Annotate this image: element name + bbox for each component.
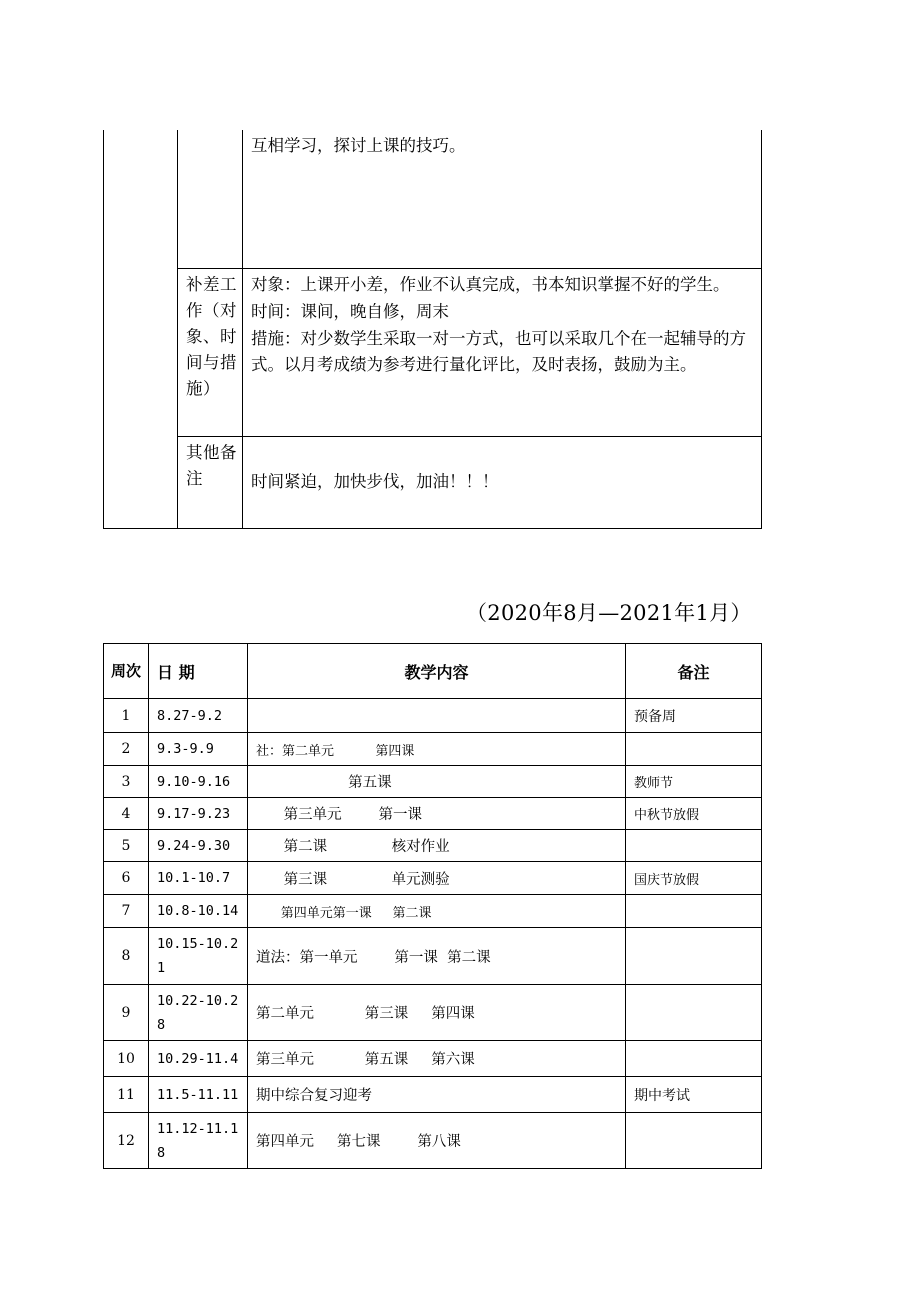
date-cell: 8.27-9.2 [149, 699, 248, 733]
remark-cell: 中秋节放假 [626, 798, 762, 830]
plan-table [103, 130, 762, 529]
week-cell: 3 [104, 766, 149, 798]
date-cell: 10.22-10.28 [149, 985, 248, 1041]
table-row [104, 699, 762, 733]
teaching-skill-text: 互相学习，探讨上课的技巧。 [251, 136, 466, 155]
date-cell: 11.5-11.11 [149, 1077, 248, 1113]
week-cell: 6 [104, 862, 149, 895]
remark-cell: 教师节 [626, 766, 762, 798]
remark-cell: 预备周 [626, 699, 762, 733]
content-cell: 第二单元 第三课 第四课 [248, 985, 626, 1041]
week-cell: 11 [104, 1077, 149, 1113]
remedial-measure: 措施：对少数学生采取一对一方式，也可以采取几个在一起辅导的方式。以月考成绩为参考进行量化评比，及时表扬，鼓励为主。 [251, 328, 746, 374]
table-row [104, 1113, 762, 1169]
content-cell: 第五课 [248, 766, 626, 798]
week-cell: 8 [104, 928, 149, 985]
week-cell: 10 [104, 1041, 149, 1077]
schedule-table [103, 643, 762, 1169]
content-cell: 第三课 单元测验 [248, 862, 626, 895]
content-cell: 社：第二单元 第四课 [248, 733, 626, 766]
table-row [104, 798, 762, 830]
other-text: 时间紧迫，加快步伐，加油！！！ [243, 436, 762, 528]
header-content: 教学内容 [248, 644, 626, 699]
content-cell: 第四单元第一课 第二课 [248, 895, 626, 928]
header-date: 日 期 [149, 644, 248, 699]
other-label: 其他备注 [178, 436, 243, 528]
content-cell: 第三单元 第一课 [248, 798, 626, 830]
remark-cell [626, 928, 762, 985]
remedial-content [243, 268, 762, 436]
table-row [104, 862, 762, 895]
content-cell: 道法：第一单元 第一课 第二课 [248, 928, 626, 985]
semester-period-heading: （2020年8月—2021年1月） [466, 601, 752, 625]
table-row [104, 928, 762, 985]
week-cell: 5 [104, 830, 149, 862]
table-row [104, 895, 762, 928]
table-row [104, 766, 762, 798]
table-row [104, 733, 762, 766]
date-cell: 10.15-10.21 [149, 928, 248, 985]
date-cell: 9.10-9.16 [149, 766, 248, 798]
date-cell: 11.12-11.18 [149, 1113, 248, 1169]
plan-category-cell [104, 130, 178, 528]
remedial-object: 对象：上课开小差，作业不认真完成，书本知识掌握不好的学生。 [251, 274, 730, 294]
remark-cell [626, 1113, 762, 1169]
week-cell: 1 [104, 699, 149, 733]
remark-cell [626, 895, 762, 928]
remark-cell: 期中考试 [626, 1077, 762, 1113]
header-week: 周次 [104, 644, 149, 699]
date-cell: 10.1-10.7 [149, 862, 248, 895]
table-row [104, 1041, 762, 1077]
table-row [104, 1077, 762, 1113]
plan-label-cell [178, 130, 243, 268]
header-remark: 备注 [626, 644, 762, 699]
plan-row1-text [243, 130, 762, 268]
content-cell: 第三单元 第五课 第六课 [248, 1041, 626, 1077]
content-cell: 第四单元 第七课 第八课 [248, 1113, 626, 1169]
date-cell: 10.8-10.14 [149, 895, 248, 928]
schedule-body [104, 699, 762, 1169]
content-cell: 第二课 核对作业 [248, 830, 626, 862]
remark-cell [626, 985, 762, 1041]
date-cell: 9.24-9.30 [149, 830, 248, 862]
date-cell: 9.3-9.9 [149, 733, 248, 766]
table-row [104, 985, 762, 1041]
remedial-time: 时间：课间，晚自修，周末 [251, 301, 449, 321]
week-cell: 2 [104, 733, 149, 766]
remark-cell [626, 1041, 762, 1077]
remark-cell [626, 733, 762, 766]
remedial-label: 补差工作（对象、时间与措施） [178, 268, 243, 436]
week-cell: 4 [104, 798, 149, 830]
date-cell: 9.17-9.23 [149, 798, 248, 830]
remark-cell: 国庆节放假 [626, 862, 762, 895]
content-cell: 期中综合复习迎考 [248, 1077, 626, 1113]
week-cell: 9 [104, 985, 149, 1041]
remark-cell [626, 830, 762, 862]
week-cell: 7 [104, 895, 149, 928]
week-cell: 12 [104, 1113, 149, 1169]
table-row [104, 830, 762, 862]
content-cell [248, 699, 626, 733]
date-cell: 10.29-11.4 [149, 1041, 248, 1077]
